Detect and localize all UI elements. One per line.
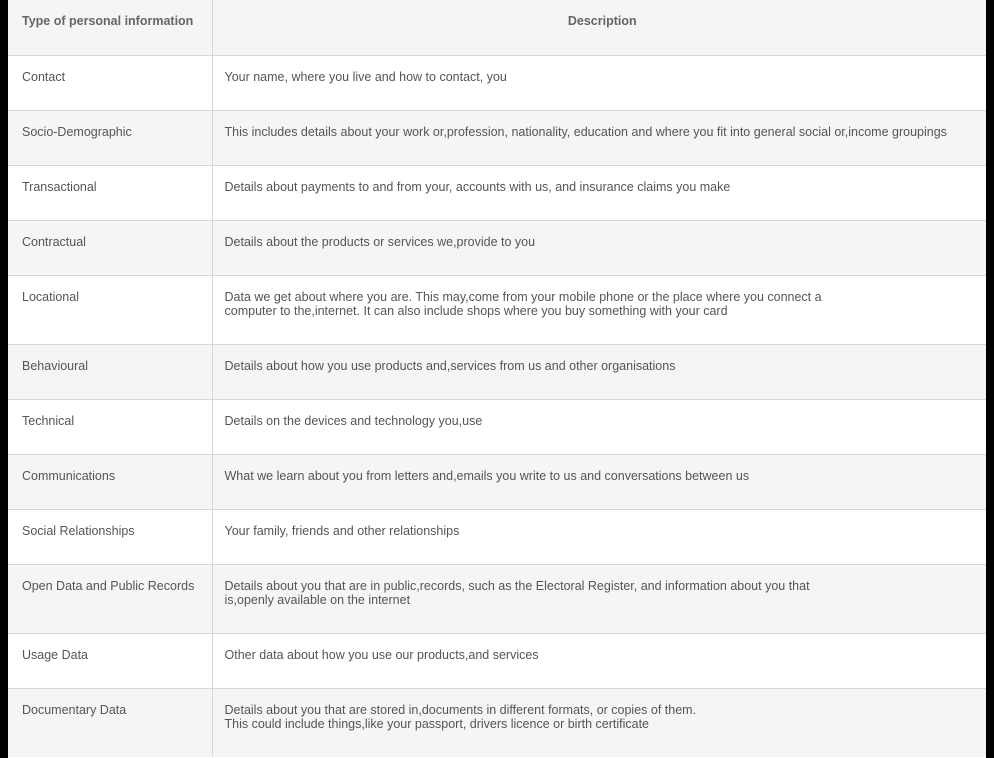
cell-type: Behavioural [8,344,212,399]
table-row [8,55,986,110]
description-line: is,openly available on the internet [224,592,411,607]
cell-type: Locational [8,275,212,344]
header-type: Type of personal information [8,0,212,55]
table-row [8,220,986,275]
cell-type: Technical [8,399,212,454]
description-line: Details about payments to and from your, accounts with us, and insurance claims you make [224,179,731,194]
cell-description [212,399,986,454]
cell-description [212,564,986,633]
description-line: This includes details about your work or,profession, nationality, education and where you fit into general social or,income groupings [224,124,947,139]
cell-description [212,165,986,220]
cell-type: Transactional [8,165,212,220]
cell-description [212,110,986,165]
table-row [8,110,986,165]
personal-information-table-container [8,0,986,758]
cell-description [212,509,986,564]
description-line: Your family, friends and other relationships [224,523,460,538]
description-line: Details about you that are in public,records, such as the Electoral Register, and information about you that [224,578,810,593]
table-row [8,275,986,344]
description-line: Details about the products or services we,provide to you [224,234,536,249]
table-row [8,344,986,399]
cell-type: Social Relationships [8,509,212,564]
description-line: This could include things,like your passport, drivers licence or birth certificate [224,716,649,731]
description-line: Details on the devices and technology you,use [224,413,483,428]
cell-description [212,275,986,344]
table-row [8,399,986,454]
description-line: Data we get about where you are. This may,come from your mobile phone or the place where you connect a [224,289,822,304]
table-row [8,454,986,509]
table-body [8,55,986,757]
cell-description [212,220,986,275]
cell-type: Documentary Data [8,688,212,757]
cell-type: Contractual [8,220,212,275]
personal-information-table [8,0,986,757]
table-row [8,688,986,757]
table-row [8,564,986,633]
cell-description [212,633,986,688]
cell-description [212,55,986,110]
description-line: What we learn about you from letters and,emails you write to us and conversations between us [224,468,750,483]
table-row [8,509,986,564]
description-line: Your name, where you live and how to contact, you [224,69,507,84]
cell-type: Socio-Demographic [8,110,212,165]
cell-description [212,688,986,757]
description-line: Details about how you use products and,services from us and other organisations [224,358,676,373]
table-header-row [8,0,986,55]
table-row [8,165,986,220]
cell-description [212,454,986,509]
cell-type: Communications [8,454,212,509]
header-description: Description [212,0,986,55]
cell-type: Open Data and Public Records [8,564,212,633]
description-line: Details about you that are stored in,documents in different formats, or copies of them. [224,702,697,717]
table-row [8,633,986,688]
cell-type: Usage Data [8,633,212,688]
description-line: computer to the,internet. It can also include shops where you buy something with your card [224,303,728,318]
cell-type: Contact [8,55,212,110]
description-line: Other data about how you use our products,and services [224,647,539,662]
cell-description [212,344,986,399]
